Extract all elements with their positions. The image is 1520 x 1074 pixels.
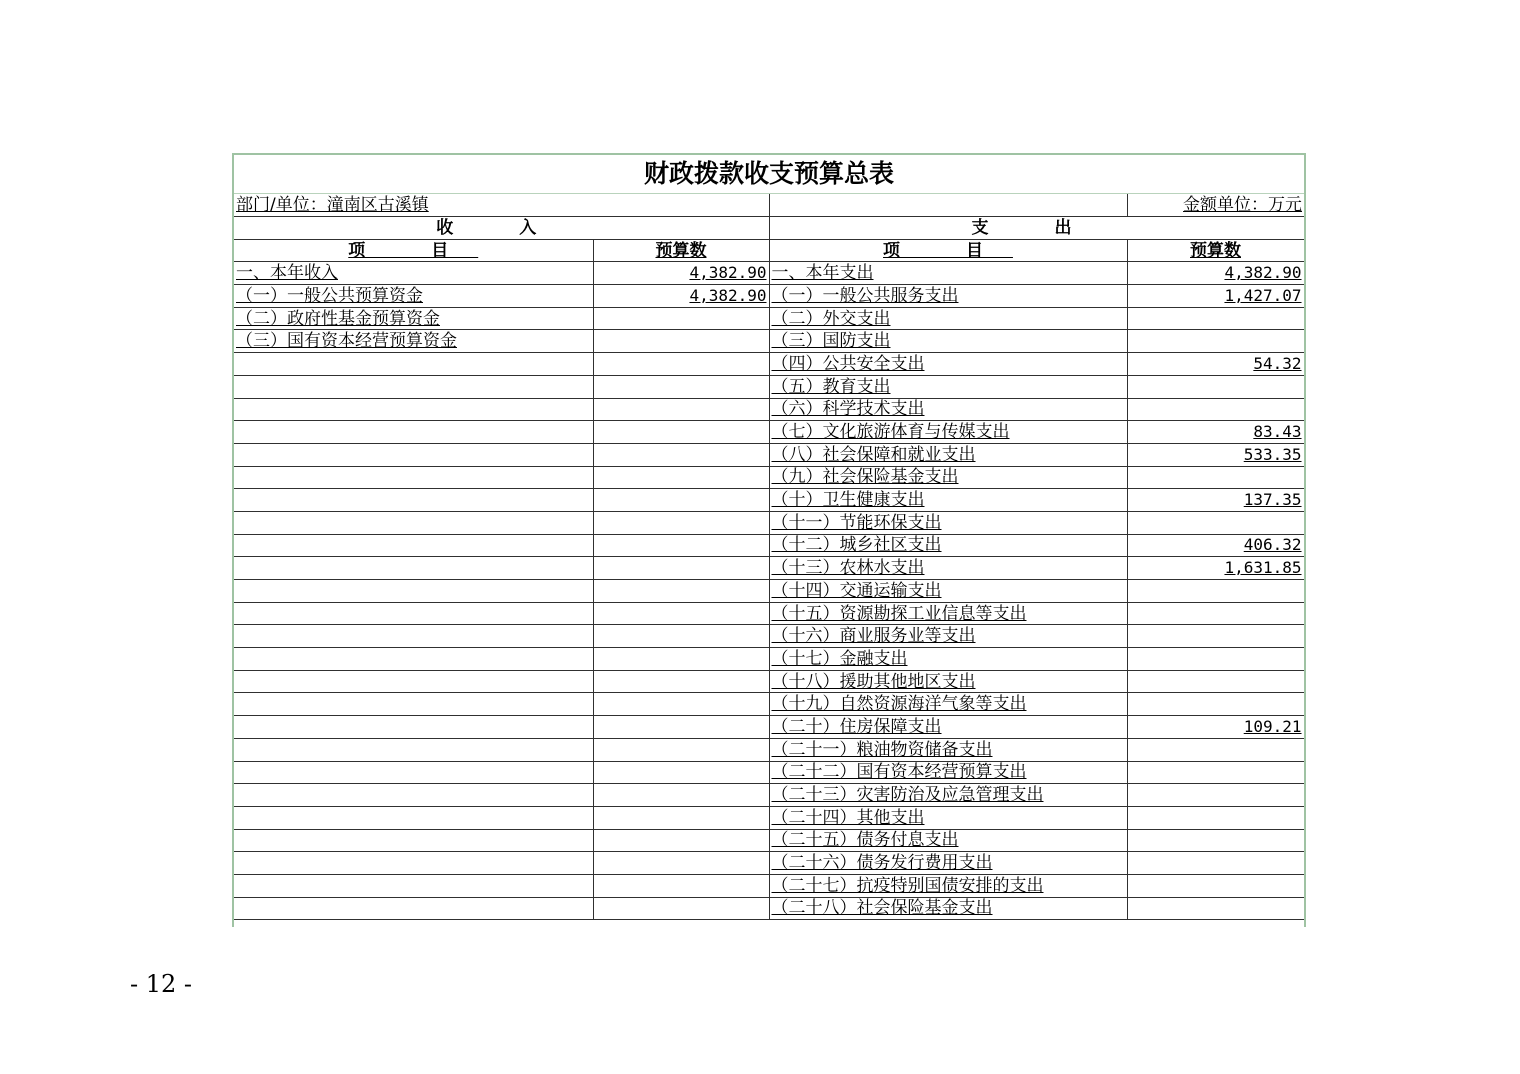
table-row <box>234 353 1304 376</box>
expense-item-cell: （二十七）抗疫特别国债安排的支出 <box>769 874 1127 897</box>
income-amount-cell <box>593 443 769 466</box>
table-row <box>234 602 1304 625</box>
expense-amount-cell <box>1127 648 1304 671</box>
income-amount-cell <box>593 580 769 603</box>
income-item-cell <box>234 716 593 739</box>
expense-amount-cell <box>1127 670 1304 693</box>
expense-item-cell: （二十六）债务发行费用支出 <box>769 852 1127 875</box>
table-row <box>234 466 1304 489</box>
expense-item-cell: （六）科学技术支出 <box>769 398 1127 421</box>
expense-amount-cell <box>1127 580 1304 603</box>
meta-blank <box>769 194 1127 217</box>
income-item-cell <box>234 353 593 376</box>
expense-item-header: 项 目 <box>769 239 1127 262</box>
income-item-cell <box>234 897 593 920</box>
income-item-cell <box>234 375 593 398</box>
income-amount-cell <box>593 307 769 330</box>
expense-amount-cell: 533.35 <box>1127 443 1304 466</box>
expense-amount-cell <box>1127 330 1304 353</box>
table-row <box>234 716 1304 739</box>
expense-amount-cell <box>1127 398 1304 421</box>
table-row <box>234 398 1304 421</box>
expense-item-cell: （五）教育支出 <box>769 375 1127 398</box>
table-row <box>234 285 1304 308</box>
income-amount-cell <box>593 330 769 353</box>
income-amount-cell <box>593 852 769 875</box>
expense-amount-cell <box>1127 602 1304 625</box>
income-amount-cell <box>593 648 769 671</box>
department-label: 部门/单位：潼南区古溪镇 <box>234 194 769 217</box>
expense-item-cell: （二十二）国有资本经营预算支出 <box>769 761 1127 784</box>
table-row <box>234 829 1304 852</box>
expense-item-cell: （十一）节能环保支出 <box>769 511 1127 534</box>
expense-item-cell: （二）外交支出 <box>769 307 1127 330</box>
income-item-cell <box>234 580 593 603</box>
expense-item-cell: （二十五）债务付息支出 <box>769 829 1127 852</box>
table-title: 财政拨款收支预算总表 <box>234 155 1304 194</box>
expense-section-header: 支 出 <box>769 217 1304 240</box>
expense-item-cell: （二十八）社会保险基金支出 <box>769 897 1127 920</box>
income-item-cell <box>234 874 593 897</box>
income-item-cell <box>234 761 593 784</box>
income-amount-cell <box>593 421 769 444</box>
income-item-cell: （一）一般公共预算资金 <box>234 285 593 308</box>
income-amount-cell <box>593 489 769 512</box>
table-row <box>234 874 1304 897</box>
income-item-cell <box>234 398 593 421</box>
table-row <box>234 693 1304 716</box>
income-amount-cell <box>593 738 769 761</box>
income-item-cell <box>234 670 593 693</box>
income-item-cell: （二）政府性基金预算资金 <box>234 307 593 330</box>
expense-amount-cell: 1,427.07 <box>1127 285 1304 308</box>
expense-item-cell: （十七）金融支出 <box>769 648 1127 671</box>
income-item-cell <box>234 693 593 716</box>
expense-item-cell: （十四）交通运输支出 <box>769 580 1127 603</box>
income-item-cell <box>234 466 593 489</box>
expense-item-cell: （二十一）粮油物资储备支出 <box>769 738 1127 761</box>
table-row <box>234 738 1304 761</box>
expense-amount-cell <box>1127 625 1304 648</box>
income-item-cell <box>234 738 593 761</box>
income-item-cell <box>234 852 593 875</box>
income-item-cell <box>234 489 593 512</box>
expense-amount-cell <box>1127 738 1304 761</box>
income-item-cell <box>234 784 593 807</box>
income-item-cell: （三）国有资本经营预算资金 <box>234 330 593 353</box>
expense-item-cell: （一）一般公共服务支出 <box>769 285 1127 308</box>
expense-amount-cell <box>1127 511 1304 534</box>
table-row <box>234 262 1304 285</box>
income-amount-cell <box>593 874 769 897</box>
expense-amount-cell <box>1127 829 1304 852</box>
income-item-header: 项 目 <box>234 239 593 262</box>
expense-amount-cell: 109.21 <box>1127 716 1304 739</box>
income-section-header: 收 入 <box>234 217 769 240</box>
expense-item-cell: （三）国防支出 <box>769 330 1127 353</box>
table-row <box>234 852 1304 875</box>
income-amount-cell <box>593 625 769 648</box>
expense-item-cell: （十八）援助其他地区支出 <box>769 670 1127 693</box>
table-row <box>234 580 1304 603</box>
table-row <box>234 557 1304 580</box>
table-row <box>234 489 1304 512</box>
income-budget-header: 预算数 <box>593 239 769 262</box>
expense-amount-cell <box>1127 784 1304 807</box>
income-amount-cell <box>593 761 769 784</box>
expense-amount-cell: 137.35 <box>1127 489 1304 512</box>
expense-item-cell: （十五）资源勘探工业信息等支出 <box>769 602 1127 625</box>
income-item-cell <box>234 806 593 829</box>
budget-sheet <box>232 153 1306 927</box>
expense-item-cell: （十二）城乡社区支出 <box>769 534 1127 557</box>
expense-item-cell: （十三）农林水支出 <box>769 557 1127 580</box>
expense-item-cell: （十）卫生健康支出 <box>769 489 1127 512</box>
expense-amount-cell <box>1127 466 1304 489</box>
budget-table <box>234 155 1305 920</box>
expense-amount-cell <box>1127 897 1304 920</box>
table-row <box>234 648 1304 671</box>
unit-label: 金额单位：万元 <box>1127 194 1304 217</box>
income-item-cell <box>234 511 593 534</box>
expense-amount-cell <box>1127 806 1304 829</box>
income-amount-cell <box>593 670 769 693</box>
table-row <box>234 806 1304 829</box>
income-amount-cell <box>593 806 769 829</box>
table-row <box>234 307 1304 330</box>
income-amount-cell <box>593 557 769 580</box>
table-row <box>234 375 1304 398</box>
table-row <box>234 534 1304 557</box>
income-amount-cell <box>593 375 769 398</box>
table-row <box>234 330 1304 353</box>
table-row <box>234 784 1304 807</box>
expense-amount-cell: 1,631.85 <box>1127 557 1304 580</box>
expense-item-cell: （二十四）其他支出 <box>769 806 1127 829</box>
table-row <box>234 443 1304 466</box>
expense-amount-cell <box>1127 307 1304 330</box>
expense-budget-header: 预算数 <box>1127 239 1304 262</box>
expense-amount-cell: 406.32 <box>1127 534 1304 557</box>
income-amount-cell <box>593 829 769 852</box>
income-item-cell <box>234 534 593 557</box>
table-row <box>234 511 1304 534</box>
income-item-cell <box>234 557 593 580</box>
expense-item-cell: （十六）商业服务业等支出 <box>769 625 1127 648</box>
table-row <box>234 761 1304 784</box>
income-amount-cell <box>593 398 769 421</box>
expense-amount-cell: 83.43 <box>1127 421 1304 444</box>
expense-item-cell: （七）文化旅游体育与传媒支出 <box>769 421 1127 444</box>
expense-item-cell: （四）公共安全支出 <box>769 353 1127 376</box>
expense-amount-cell: 4,382.90 <box>1127 262 1304 285</box>
expense-item-cell: （九）社会保险基金支出 <box>769 466 1127 489</box>
income-amount-cell <box>593 693 769 716</box>
expense-amount-cell: 54.32 <box>1127 353 1304 376</box>
income-amount-cell: 4,382.90 <box>593 262 769 285</box>
table-row <box>234 625 1304 648</box>
income-item-cell <box>234 421 593 444</box>
income-item-cell <box>234 648 593 671</box>
expense-amount-cell <box>1127 852 1304 875</box>
expense-amount-cell <box>1127 874 1304 897</box>
expense-amount-cell <box>1127 761 1304 784</box>
expense-item-cell: 一、本年支出 <box>769 262 1127 285</box>
income-amount-cell <box>593 716 769 739</box>
expense-item-cell: （二十）住房保障支出 <box>769 716 1127 739</box>
expense-item-cell: （十九）自然资源海洋气象等支出 <box>769 693 1127 716</box>
expense-item-cell: （二十三）灾害防治及应急管理支出 <box>769 784 1127 807</box>
expense-amount-cell <box>1127 693 1304 716</box>
income-item-cell <box>234 602 593 625</box>
income-item-cell: 一、本年收入 <box>234 262 593 285</box>
income-amount-cell <box>593 534 769 557</box>
table-row <box>234 897 1304 920</box>
income-amount-cell <box>593 511 769 534</box>
income-amount-cell <box>593 466 769 489</box>
table-row <box>234 670 1304 693</box>
income-item-cell <box>234 829 593 852</box>
expense-amount-cell <box>1127 375 1304 398</box>
income-amount-cell <box>593 784 769 807</box>
income-amount-cell <box>593 897 769 920</box>
income-amount-cell <box>593 602 769 625</box>
page-number: - 12 - <box>130 970 193 998</box>
table-row <box>234 421 1304 444</box>
income-item-cell <box>234 625 593 648</box>
income-item-cell <box>234 443 593 466</box>
income-amount-cell: 4,382.90 <box>593 285 769 308</box>
expense-item-cell: （八）社会保障和就业支出 <box>769 443 1127 466</box>
income-amount-cell <box>593 353 769 376</box>
